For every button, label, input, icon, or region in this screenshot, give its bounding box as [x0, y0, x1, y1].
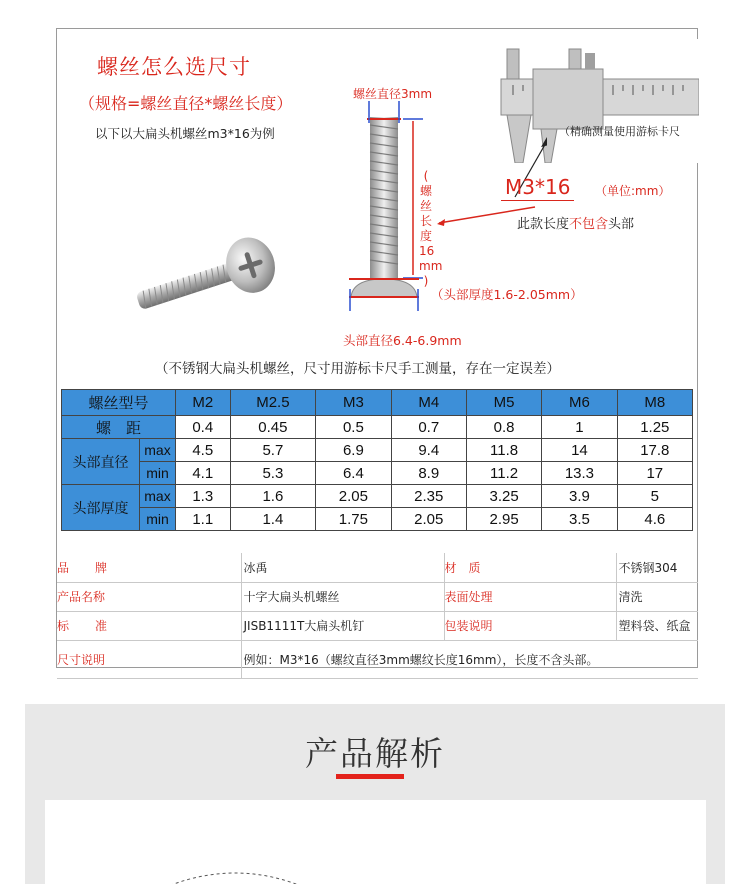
pitch-header: 螺 距 — [62, 416, 176, 439]
table-row — [62, 390, 693, 416]
pitch-cell: 0.4 — [176, 416, 231, 439]
value-cell: 14 — [542, 439, 617, 462]
value-cell: 17 — [617, 462, 692, 485]
value-cell: 5 — [617, 485, 692, 508]
length-label-char: 螺 — [419, 184, 432, 198]
value-cell: 11.8 — [466, 439, 541, 462]
pitch-cell: 0.45 — [230, 416, 316, 439]
table-row — [62, 508, 693, 531]
value-cell: 4.1 — [176, 462, 231, 485]
standard-label — [57, 611, 241, 640]
caliper-note: （精确测量使用游标卡尺 — [559, 125, 680, 138]
section-title: 产品解析 — [305, 734, 445, 773]
value-cell: 17.8 — [617, 439, 692, 462]
max-label: max — [140, 485, 176, 508]
length-label-char: 丝 — [419, 199, 432, 213]
length-label-char: 长 — [419, 214, 432, 228]
size-table — [61, 389, 693, 531]
value-cell: 5.7 — [230, 439, 316, 462]
length-label-char: 度 — [419, 229, 432, 243]
package-value: 塑料袋、纸盒 — [616, 611, 698, 640]
table-row — [62, 439, 693, 462]
guide-title: 螺丝怎么选尺寸 — [97, 55, 251, 79]
screw-photo — [129, 229, 279, 319]
dashed-arc-decoration — [155, 862, 315, 884]
package-label: 包装说明 — [444, 611, 616, 640]
measurement-note: （不锈钢大扁头机螺丝，尺寸用游标卡尺手工测量，存在一定误差） — [155, 361, 560, 377]
surface-label: 表面处理 — [444, 582, 616, 611]
value-cell: 6.9 — [316, 439, 391, 462]
pitch-cell: 1 — [542, 416, 617, 439]
pitch-cell: 0.5 — [316, 416, 391, 439]
table-row — [62, 462, 693, 485]
value-cell: 13.3 — [542, 462, 617, 485]
value-cell: 3.9 — [542, 485, 617, 508]
product-name-value: 十字大扁头机螺丝 — [241, 582, 444, 611]
model-cell: M2.5 — [230, 390, 316, 416]
value-cell: 1.6 — [230, 485, 316, 508]
product-spec-sheet — [56, 28, 698, 668]
model-header: 螺丝型号 — [62, 390, 176, 416]
standard-value: JISB1111T大扁头机钉 — [241, 611, 444, 640]
model-cell: M5 — [466, 390, 541, 416]
length-label-char: ) — [423, 274, 429, 288]
material-label: 材 质 — [444, 553, 616, 582]
model-cell: M4 — [391, 390, 466, 416]
table-row — [57, 553, 698, 582]
length-label-char: mm — [419, 259, 443, 273]
length-label-char: 16 — [419, 244, 435, 258]
table-row — [57, 611, 698, 640]
head-diameter-label: 头部直径6.4-6.9mm — [343, 333, 462, 348]
min-label: min — [140, 462, 176, 485]
model-cell: M6 — [542, 390, 617, 416]
spec-callout: M3*16 — [501, 175, 574, 201]
length-note-emphasis: 不包含 — [569, 217, 609, 232]
standard-label-text: 标准 — [57, 619, 134, 633]
value-cell: 4.6 — [617, 508, 692, 531]
value-cell: 3.25 — [466, 485, 541, 508]
value-cell: 2.35 — [391, 485, 466, 508]
product-info-table — [57, 553, 698, 679]
value-cell: 4.5 — [176, 439, 231, 462]
diameter-label: 螺丝直径3mm — [353, 87, 433, 101]
model-cell: M3 — [316, 390, 391, 416]
model-cell: M2 — [176, 390, 231, 416]
value-cell: 6.4 — [316, 462, 391, 485]
table-row — [62, 416, 693, 439]
product-name-label: 产品名称 — [57, 582, 241, 611]
spec-formula: （规格=螺丝直径*螺丝长度） — [79, 94, 293, 113]
unit-label: （单位:mm） — [595, 184, 671, 198]
head-thickness-header: 头部厚度 — [62, 485, 140, 531]
material-value: 不锈钢304 — [616, 553, 698, 582]
max-label: max — [140, 439, 176, 462]
size-desc-value: 例如：M3*16（螺纹直径3mm螺纹长度16mm），长度不含头部。 — [241, 640, 698, 678]
value-cell: 5.3 — [230, 462, 316, 485]
table-row — [57, 640, 698, 678]
example-note: 以下以大扁头机螺丝m3*16为例 — [95, 126, 275, 141]
size-desc-label: 尺寸说明 — [57, 640, 241, 678]
length-label-vertical — [419, 169, 443, 289]
brand-value: 冰禹 — [241, 553, 444, 582]
value-cell: 9.4 — [391, 439, 466, 462]
value-cell: 8.9 — [391, 462, 466, 485]
length-note — [517, 213, 634, 232]
length-note-suffix: 头部 — [608, 217, 635, 232]
head-thickness-label: （头部厚度1.6-2.05mm） — [431, 287, 583, 302]
value-cell: 2.05 — [316, 485, 391, 508]
surface-value: 清洗 — [616, 582, 698, 611]
value-cell: 11.2 — [466, 462, 541, 485]
head-diameter-header: 头部直径 — [62, 439, 140, 485]
brand-label-text: 品牌 — [57, 560, 134, 575]
value-cell: 1.4 — [230, 508, 316, 531]
table-row — [57, 582, 698, 611]
length-note-prefix: 此款长度 — [517, 217, 570, 232]
title-underline — [336, 774, 404, 779]
value-cell: 1.75 — [316, 508, 391, 531]
min-label: min — [140, 508, 176, 531]
length-label-char: ( — [423, 169, 429, 183]
product-analysis-section — [25, 704, 725, 884]
pitch-cell: 0.7 — [391, 416, 466, 439]
screw-dimension-diagram — [339, 89, 429, 325]
value-cell: 1.3 — [176, 485, 231, 508]
value-cell: 2.95 — [466, 508, 541, 531]
value-cell: 1.1 — [176, 508, 231, 531]
analysis-card — [45, 800, 706, 884]
table-row — [62, 485, 693, 508]
brand-label — [57, 553, 241, 582]
model-cell: M8 — [617, 390, 692, 416]
pitch-cell: 1.25 — [617, 416, 692, 439]
pitch-cell: 0.8 — [466, 416, 541, 439]
value-cell: 3.5 — [542, 508, 617, 531]
value-cell: 2.05 — [391, 508, 466, 531]
